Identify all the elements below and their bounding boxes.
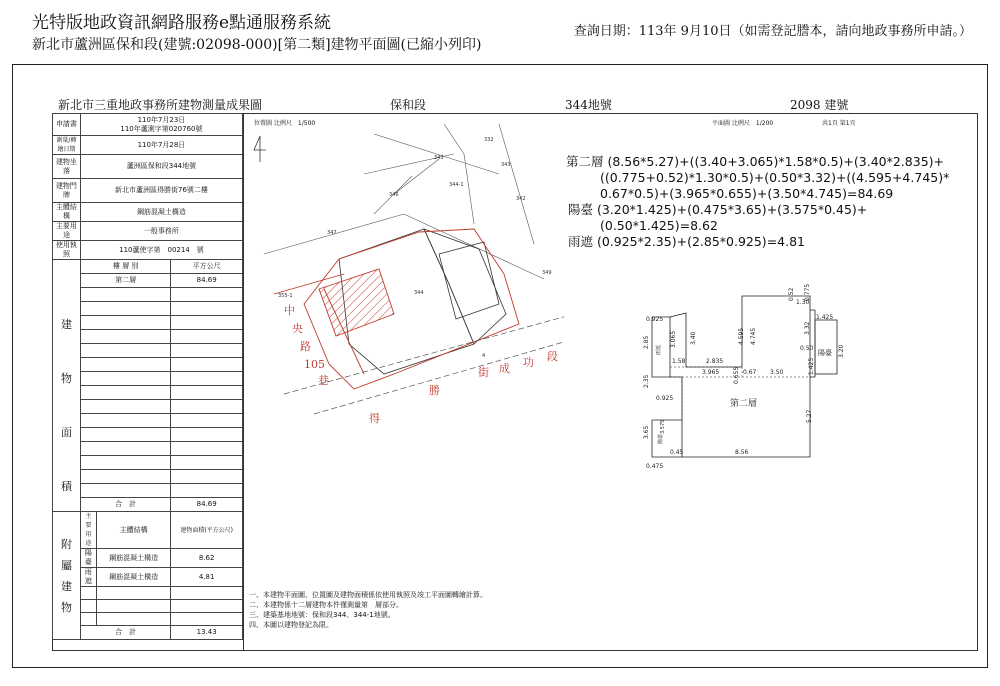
dim-label: 0.655	[733, 366, 740, 384]
formula-floor-line: ((0.775+0.52)*1.30*0.5)+(0.50*3.32)+((4.595+4.745)*	[600, 170, 950, 185]
lot-number: 344地號	[565, 98, 612, 112]
plan-scale: 平面圖 比例尺 1/200	[712, 120, 774, 127]
area-col-sqm: 平方公尺	[171, 260, 243, 274]
dim-label: 0.775	[804, 283, 811, 301]
road-label: 中	[284, 304, 295, 317]
section-name: 保和段	[390, 98, 427, 112]
lot-label: 344-1	[449, 182, 464, 188]
license-label: 使用執照	[53, 241, 81, 260]
dim-label: 3.965	[702, 369, 720, 376]
area-side-label: 建 物 面 積	[53, 260, 81, 512]
dim-label: 0.52	[788, 287, 795, 301]
dim-label: 3.32	[804, 321, 811, 335]
license-value: 110蘆使字第 00214 號	[80, 241, 242, 260]
lot-label: 343	[434, 155, 444, 161]
annex-col-use: 主要用途	[80, 512, 96, 549]
area-total: 84.69	[171, 498, 243, 512]
dim-label: 5.27	[806, 409, 813, 423]
lot-label: 332	[484, 137, 494, 143]
dim-label: 1.425	[808, 357, 815, 375]
balcony-label: 陽臺	[658, 433, 664, 444]
note-item: 四、本圖以建物登記為限。	[249, 621, 333, 629]
road-label: 得	[369, 412, 380, 425]
formula-floor-line: 0.67*0.5)+(3.965*0.655)+(3.50*4.745)=84.69	[600, 186, 894, 201]
segment-label: 4	[482, 353, 486, 359]
annex-struct: 鋼筋混凝土構造	[96, 549, 170, 568]
notes	[249, 590, 487, 630]
dim-label: 3.40	[690, 331, 697, 345]
annex-struct: 鋼筋混凝土構造	[96, 568, 170, 587]
annex-total: 13.43	[171, 626, 243, 640]
road-label: 路	[300, 340, 311, 353]
door-value: 新北市蘆洲區得勝街76號二樓	[80, 179, 242, 203]
use-value: 一般事務所	[80, 222, 242, 241]
road-label: 巷	[318, 374, 329, 387]
dim-label: 0.925	[656, 395, 674, 402]
road-label: 105	[304, 358, 325, 371]
annex-use: 雨遮	[80, 568, 96, 587]
lot-label: 347	[327, 230, 337, 236]
lot-label: 343	[501, 162, 511, 168]
annex-area: 4.81	[171, 568, 243, 587]
annex-area: 8.62	[171, 549, 243, 568]
page-count: 共1頁 第1頁	[822, 120, 856, 127]
dim-label: 3.20	[838, 344, 845, 358]
door-label: 建物門牌	[53, 179, 81, 203]
dim-label: 2.35	[643, 374, 650, 388]
system-title: 光特版地政資訊網路服務e點通服務系統	[32, 13, 332, 33]
dim-label: 0.67	[743, 369, 757, 376]
query-date: 查詢日期：113年 9月10日（如需登記謄本，請向地政事務所申請。）	[573, 24, 972, 39]
dim-label: 1.58	[672, 358, 686, 365]
dim-label: 0.45	[670, 449, 684, 456]
dim-label: 4.745	[750, 327, 757, 345]
road-label: 成	[499, 362, 510, 375]
lot-label: 346	[389, 192, 399, 198]
formula-balcony-line: (0.50*1.425)=8.62	[600, 218, 718, 233]
area-total-label: 合 計	[80, 498, 170, 512]
annex-use: 陽臺	[80, 549, 96, 568]
note-item: 二、本建物係十二層建物本件僅測量第 層部分。	[249, 601, 403, 609]
document-subtitle: 新北市蘆洲區保和段(建號:02098-000)[第二類]建物平面圖(已縮小列印)	[32, 37, 482, 53]
dim-label: 2.85	[643, 335, 650, 349]
road-label: 功	[523, 356, 534, 369]
road-label: 段	[547, 350, 558, 363]
annex-col-struct: 主體結構	[96, 512, 170, 549]
survey-date: 110年7月28日	[80, 136, 242, 155]
dim-label: 1.30	[796, 299, 810, 306]
rain-shelter-label: 雨遮	[656, 344, 662, 355]
annex-col-area: 建物面積(平方公尺)	[171, 512, 243, 549]
building-info-table	[52, 113, 243, 640]
apply-date: 110年7月23日	[137, 115, 186, 124]
building-number: 2098 建號	[790, 98, 849, 112]
apply-label: 申請書	[53, 114, 81, 136]
dim-label: 3.65	[643, 425, 650, 439]
floor-name: 第二層	[80, 274, 170, 288]
note-item: 一、本建物平面圖、位置圖及建物面積係依使用執照及竣工平面圖轉繪計算。	[249, 591, 487, 599]
use-label: 主要用途	[53, 222, 81, 241]
dim-label: 2.835	[706, 358, 724, 365]
balcony-label: 陽臺	[818, 349, 832, 357]
survey-label: 測量/轉繪日期	[53, 136, 81, 155]
road-label: 央	[292, 322, 303, 335]
floor-plan	[630, 280, 860, 480]
lot-label: 342	[516, 196, 526, 202]
lot-label: 355-1	[278, 293, 293, 299]
map-scale: 位置圖 比例尺 1/500	[254, 120, 316, 127]
apply-no: 110年蘆測字第020760號	[120, 124, 203, 133]
dim-label: 3.065	[670, 330, 677, 348]
dim-label: 0.925	[646, 316, 664, 323]
annex-side-label: 附 屬 建 物	[53, 512, 81, 640]
dim-label: 1.425	[816, 314, 834, 321]
formula-floor-line: 第二層 (8.56*5.27)+((3.40+3.065)*1.58*0.5)+(3.40*2.835)+	[566, 154, 944, 169]
room-label: 第二層	[730, 399, 758, 409]
site-value: 蘆洲區保和段344地號	[80, 155, 242, 179]
office-title: 新北市三重地政事務所建物測量成果圖	[58, 98, 263, 112]
dim-label: 0.475	[646, 463, 664, 470]
site-location-map	[244, 114, 564, 474]
dim-label: 3.50	[770, 369, 784, 376]
formula-rain-line: 雨遮 (0.925*2.35)+(2.85*0.925)=4.81	[568, 234, 805, 249]
annex-total-label: 合 計	[80, 626, 170, 640]
floor-area: 84.69	[171, 274, 243, 288]
dim-label: 0.50	[800, 345, 814, 352]
note-item: 三、建築基地地號：保和段344、344-1地號。	[249, 611, 395, 619]
formula-balcony-line: 陽臺 (3.20*1.425)+(0.475*3.65)+(3.575*0.45)+	[568, 202, 868, 217]
dim-label: 4.595	[738, 327, 745, 345]
site-label: 建物坐落	[53, 155, 81, 179]
dim-label: 8.56	[735, 449, 749, 456]
north-arrow-icon	[254, 136, 266, 162]
struct-value: 鋼筋混凝土構造	[80, 203, 242, 222]
lot-label: 349	[542, 270, 552, 276]
struct-label: 主體結構	[53, 203, 81, 222]
road-label: 勝	[429, 384, 440, 397]
road-label: 街	[478, 366, 489, 379]
area-col-floor: 樓 層 別	[80, 260, 170, 274]
lot-label: 344	[414, 290, 424, 296]
dim-label: 3.575	[660, 419, 666, 434]
